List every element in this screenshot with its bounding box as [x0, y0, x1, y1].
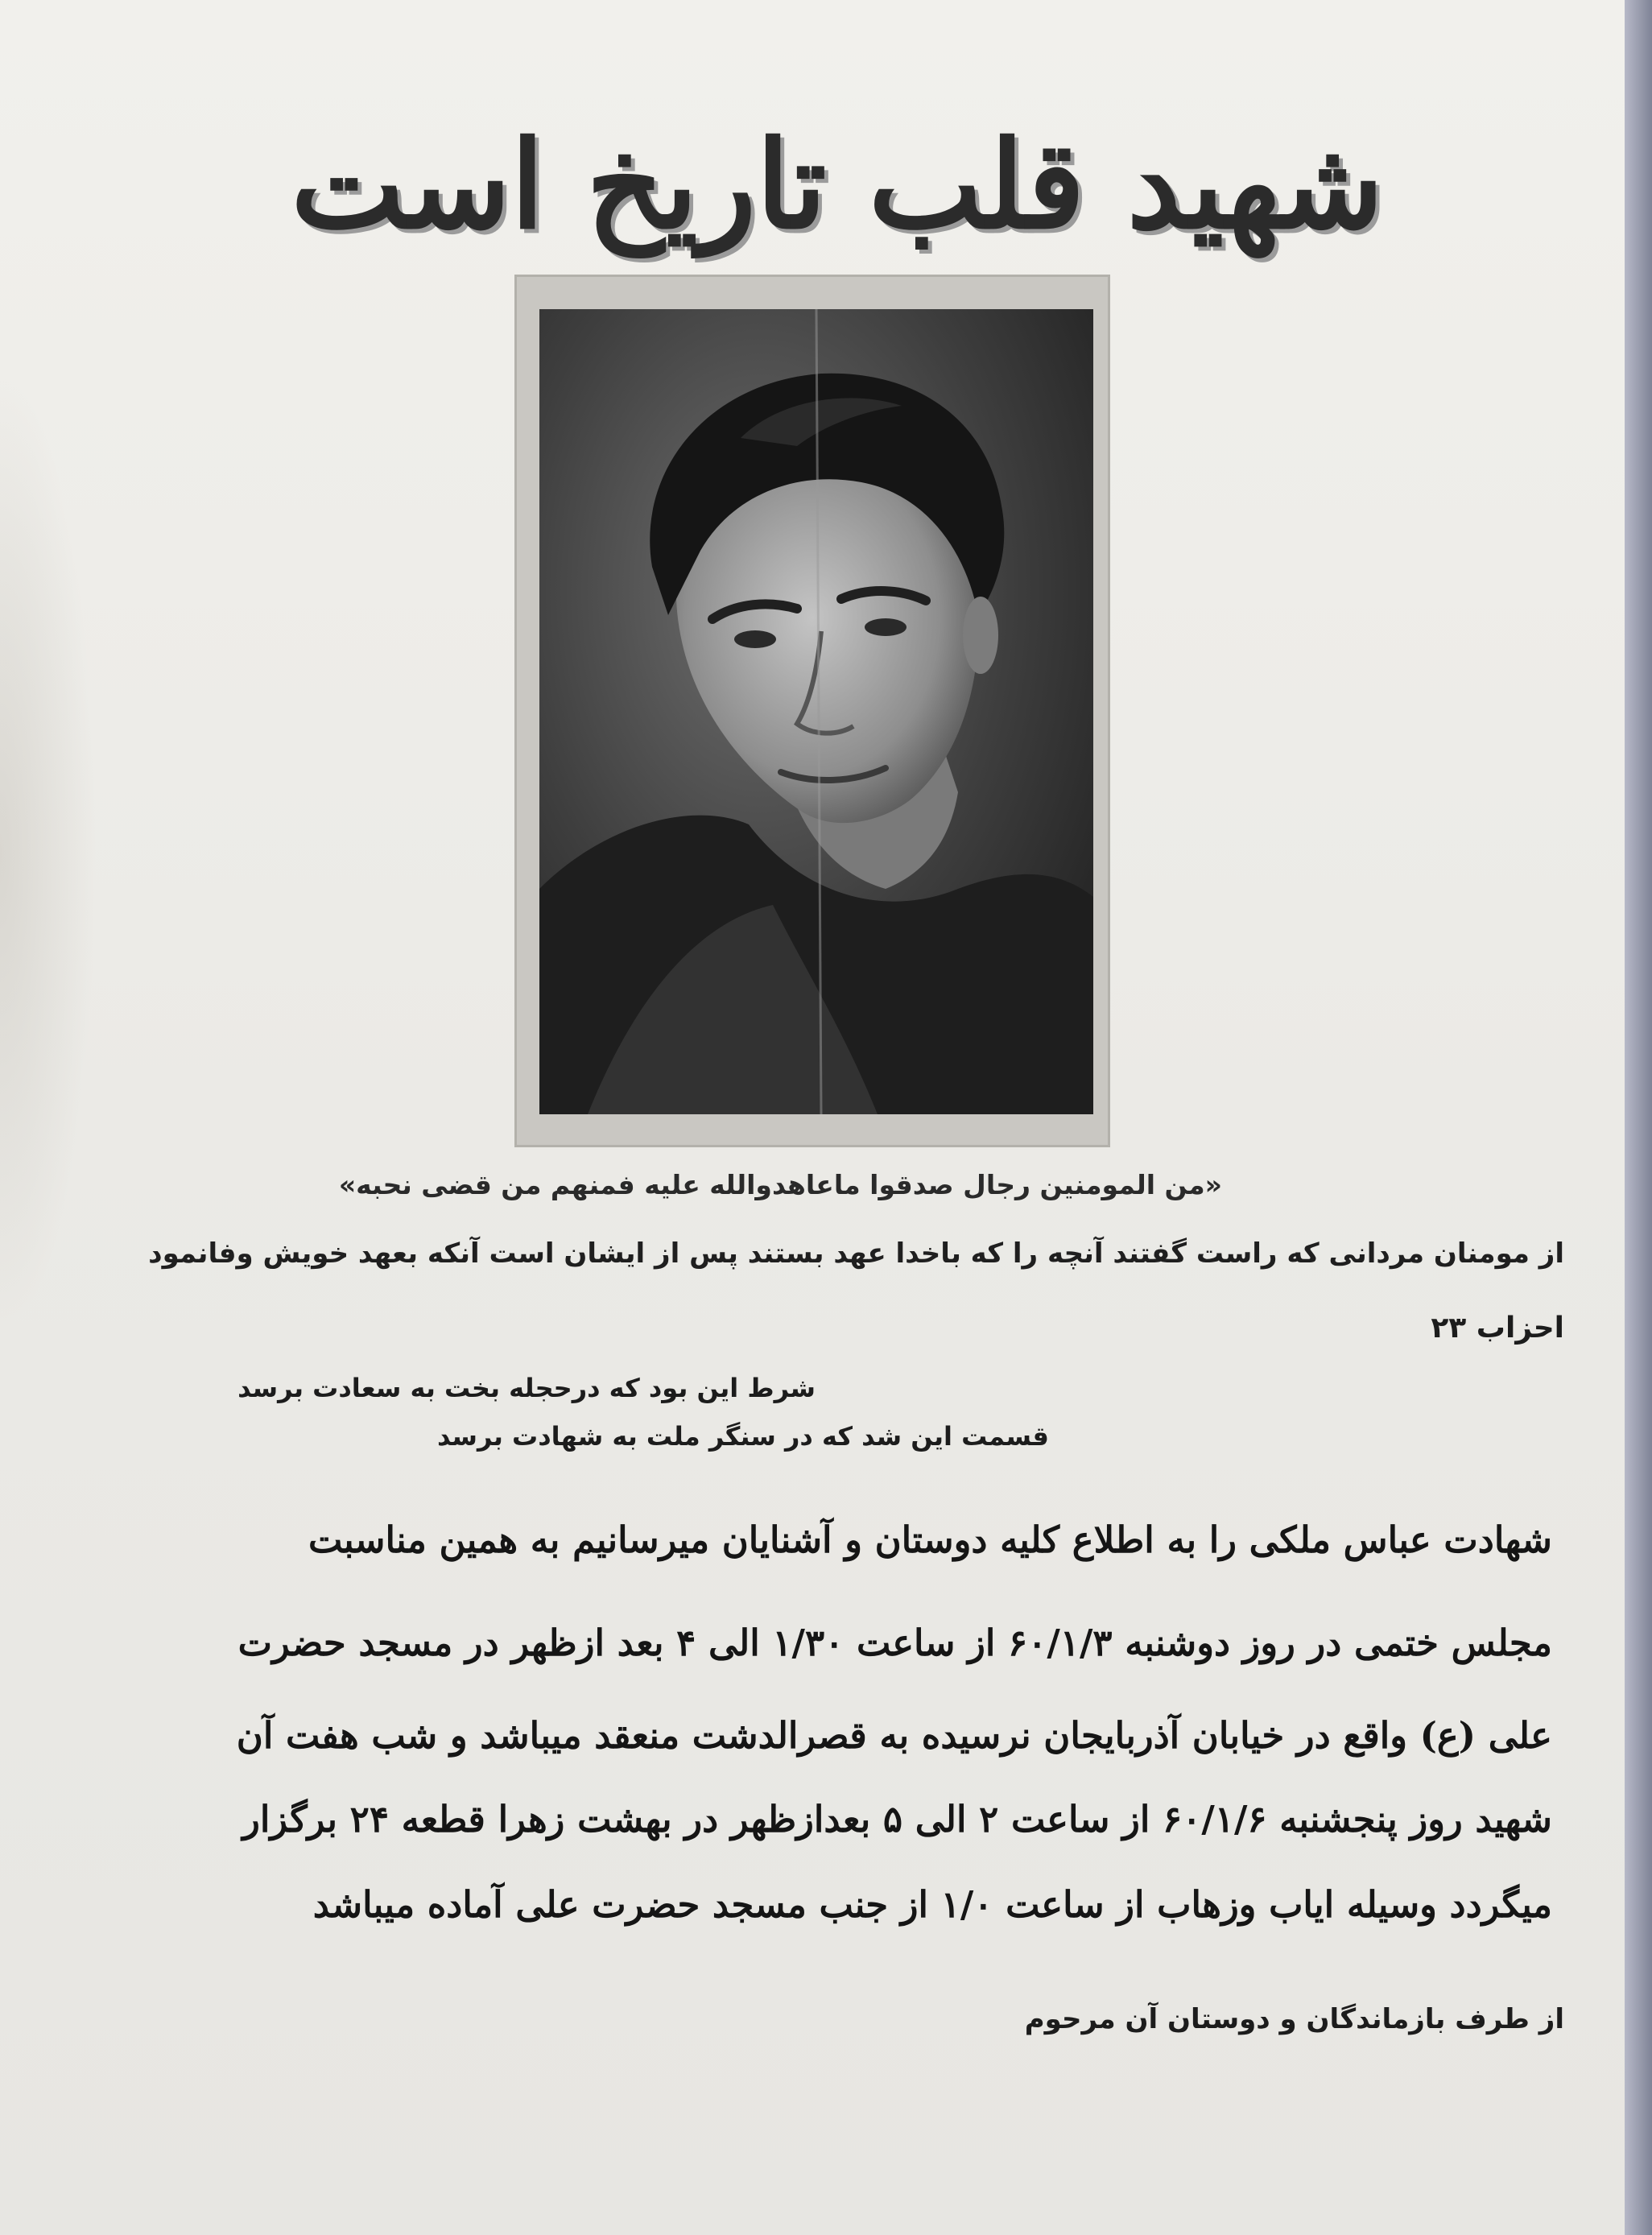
paper-edge [1625, 0, 1652, 2235]
poem-line-1: شرط این بود که درحجله بخت به سعادت برسد [237, 1373, 816, 1403]
photo-frame [517, 277, 1108, 1145]
closing-signature: از طرف بازماندگان و دوستان آن مرحوم [1024, 2003, 1564, 2035]
announcement-line-4: شهید روز پنجشنبه ۶۰/۱/۶ از ساعت ۲ الی ۵ بعدازظهر در بهشت زهرا قطعه ۲۴ برگزار [242, 1798, 1552, 1840]
notice-title: شهید قلب تاریخ است [291, 114, 1384, 256]
announcement-line-5: میگردد وسیله ایاب وزهاب از ساعت ۱/۰ از جنب مسجد حضرت علی آماده میباشد [312, 1883, 1552, 1926]
quran-verse: «من المومنین رجال صدقوا ماعاهدوالله علیه فمنهم من قضی نحبه» [338, 1169, 1222, 1200]
portrait-photo [539, 309, 1093, 1114]
poem-line-2: قسمت این شد که در سنگر ملت به شهادت برسد [437, 1421, 1049, 1452]
verse-translation: از مومنان مردانی که راست گفتند آنچه را که باخدا عهد بستند پس از ایشان است آنکه بعهد خویش وفانمود [148, 1237, 1564, 1270]
announcement-line-3: علی (ع) واقع در خیابان آذربایجان نرسیده به قصرالدشت منعقد میباشد و شب هفت آن [236, 1714, 1552, 1757]
paper-stain [0, 370, 97, 1336]
announcement-line-2: مجلس ختمی در روز دوشنبه ۶۰/۱/۳ از ساعت ۱/۳۰ الی ۴ بعد ازظهر در مسجد حضرت [237, 1622, 1552, 1664]
announcement-line-1: شهادت عباس ملکی را به اطلاع کلیه دوستان و آشنایان میرسانیم به همین مناسبت [308, 1518, 1552, 1561]
portrait-image-icon [539, 309, 1093, 1114]
verse-reference: احزاب ۲۳ [1431, 1312, 1564, 1345]
